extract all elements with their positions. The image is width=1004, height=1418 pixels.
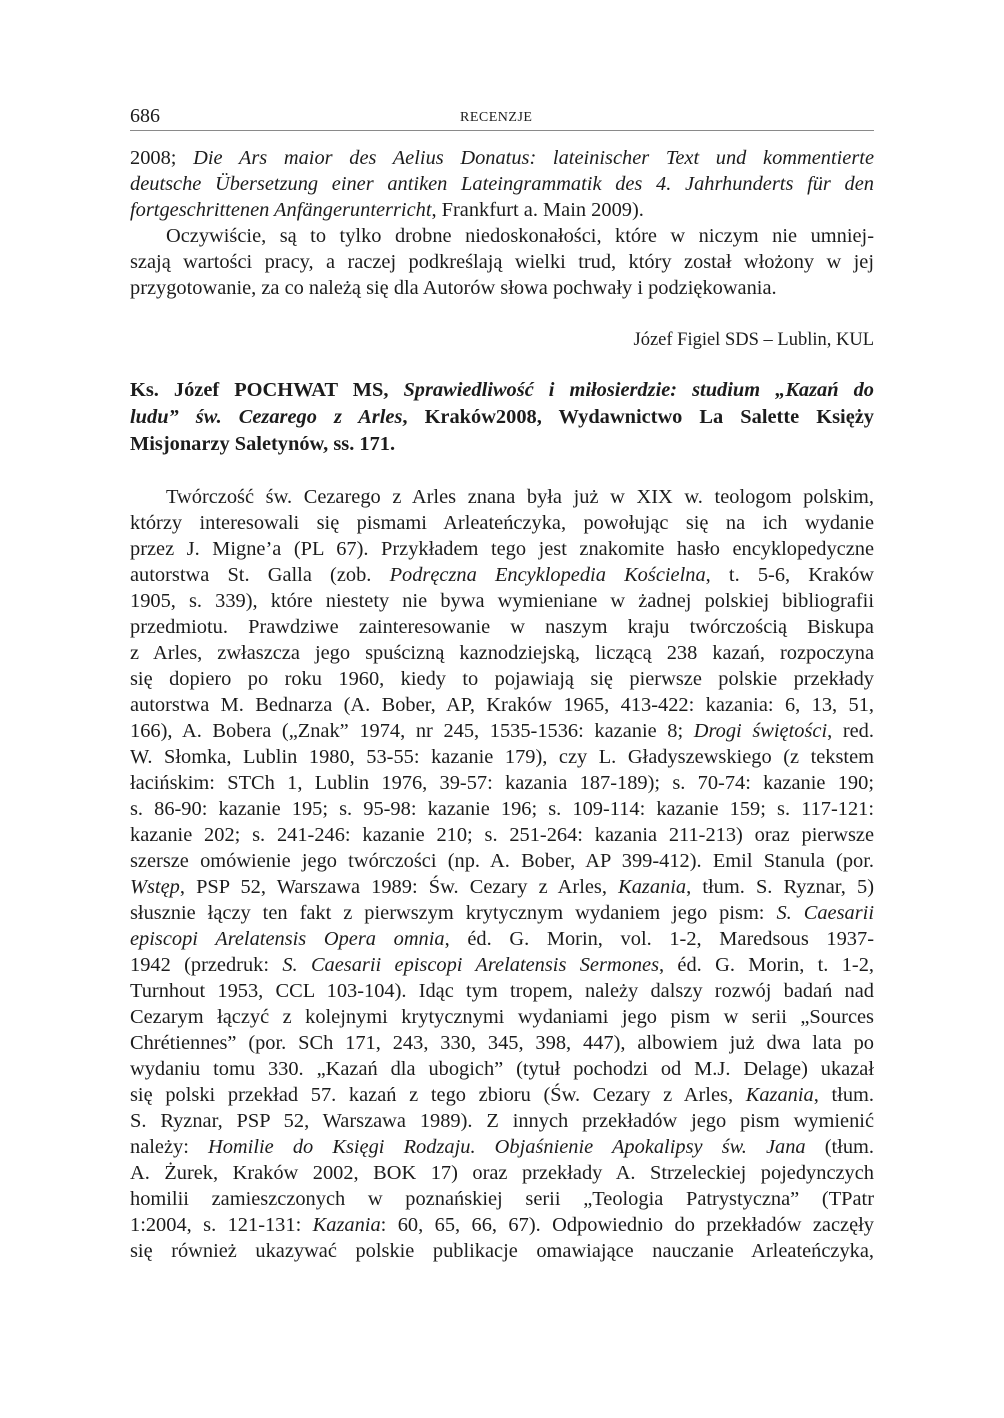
text-line bbox=[130, 377, 874, 403]
text-segment: wydaniu tomu 330. „Kazań dla ubogich” (tytuł pochodzi od M.J. Delage) ukazał bbox=[130, 1058, 874, 1080]
text-segment: , PSP 52, Warszawa 1989: Św. Cezary z Arles, bbox=[179, 876, 619, 898]
text-segment: przez J. Migne’a (PL 67). Przykładem tego jest znakomite hasło encyklopedyczne bbox=[130, 538, 874, 560]
text-line bbox=[130, 822, 874, 848]
text-segment: W. Słomka, Lublin 1980, 53-55: kazanie 179), czy L. Gładyszewskiego (z tekstem bbox=[130, 746, 874, 768]
text-line bbox=[130, 249, 874, 275]
italic-text: Kazania bbox=[312, 1214, 381, 1236]
text-segment: Cezarym łączyć z kolejnymi krytycznymi wydaniami jego pism w serii „Sources bbox=[130, 1006, 874, 1028]
text-line bbox=[130, 744, 874, 770]
text-line bbox=[130, 1004, 874, 1030]
text-line bbox=[130, 275, 874, 301]
text-line bbox=[130, 640, 874, 666]
italic-text: S. Caesarii bbox=[776, 902, 874, 924]
text-segment: 166), A. Bobera („Znak” 1974, nr 245, 1535-1536: kazanie 8; bbox=[130, 720, 694, 742]
text-segment: , Frankfurt a. Main 2009). bbox=[431, 199, 644, 221]
text-segment: , tłum. S. Ryznar, 5) bbox=[686, 876, 874, 898]
text-segment: 1:2004, s. 121-131: bbox=[130, 1214, 313, 1236]
text-segment: przedmiotu. Prawdziwe zainteresowanie w naszym kraju twórczością Biskupa bbox=[130, 616, 874, 638]
text-segment: Twórczość św. Cezarego z Arles znana była już w XIX w. teologom polskim, bbox=[166, 486, 874, 508]
italic-text: Kazania bbox=[745, 1084, 814, 1106]
italic-text: Sprawiedliwość i miłosierdzie: studium „Kazań do bbox=[403, 379, 875, 401]
italic-text: Homilie do Księgi Rodzaju. Objaśnienie Apokalipsy św. Jana bbox=[208, 1136, 806, 1158]
text-line bbox=[130, 223, 874, 249]
text-segment: S. Ryznar, PSP 52, Warszawa 1989). Z innych przekładów jego pism wymienić bbox=[130, 1110, 874, 1132]
text-segment: Turnhout 1953, CCL 103-104). Idąc tym tropem, należy dalszy rozwój badań nad bbox=[130, 980, 874, 1002]
running-head: RECENZJE bbox=[460, 110, 533, 125]
text-segment: , éd. G. Morin, vol. 1-2, Maredsous 1937- bbox=[444, 928, 874, 950]
text-line bbox=[130, 510, 874, 536]
italic-text: Podręczna Encyklopedia Kościelna bbox=[389, 564, 706, 586]
text-segment: autorstwa M. Bednarza (A. Bober, AP, Kraków 1965, 413-422: kazania: 6, 13, 51, bbox=[130, 694, 874, 716]
text-line bbox=[130, 1030, 874, 1056]
italic-text: episcopi Arelatensis Opera omnia bbox=[130, 928, 445, 950]
text-line bbox=[130, 197, 874, 223]
text-line bbox=[130, 978, 874, 1004]
text-line bbox=[130, 404, 874, 430]
text-line bbox=[130, 1160, 874, 1186]
text-segment: (tłum. bbox=[805, 1136, 874, 1158]
text-segment: Misjonarzy Saletynów, ss. 171. bbox=[130, 433, 396, 455]
text-segment: s. 86-90: kazanie 195; s. 95-98: kazanie 196; s. 109-114: kazanie 159; s. 117-121: bbox=[130, 798, 874, 820]
italic-text: fortgeschrittenen Anfängerunterricht bbox=[130, 199, 432, 221]
italic-text: Kazania bbox=[618, 876, 687, 898]
text-segment: autorstwa St. Galla (zob. bbox=[130, 564, 390, 586]
text-line bbox=[130, 431, 874, 457]
page-header bbox=[130, 104, 874, 131]
text-segment: kazanie 202; s. 241-246: kazanie 210; s. 251-264: kazania 211-213) oraz pierwsze bbox=[130, 824, 874, 846]
text-line bbox=[130, 926, 874, 952]
text-line bbox=[130, 171, 874, 197]
text-line bbox=[130, 874, 874, 900]
text-segment: , éd. G. Morin, t. 1-2, bbox=[659, 954, 874, 976]
text-line bbox=[130, 1212, 874, 1238]
text-line bbox=[130, 718, 874, 744]
reviewer-signature: Józef Figiel SDS – Lublin, KUL bbox=[633, 330, 874, 350]
text-line bbox=[130, 770, 874, 796]
italic-text: Drogi świętości bbox=[693, 720, 828, 742]
text-segment: słusznie łączy ten fakt z pierwszym krytycznym wydaniem jego pism: bbox=[130, 902, 777, 924]
text-line bbox=[130, 614, 874, 640]
text-segment: : 60, 65, 66, 67). Odpowiednio do przekładów zaczęły bbox=[380, 1214, 874, 1236]
page-number: 686 bbox=[130, 105, 160, 127]
text-segment: 2008; bbox=[130, 147, 194, 169]
text-line bbox=[130, 900, 874, 926]
text-line bbox=[130, 1056, 874, 1082]
text-line bbox=[130, 145, 874, 171]
text-segment: szersze omówienie jego twórczości (np. A. Bober, AP 399-412). Emil Stanula (por. bbox=[130, 850, 874, 872]
text-line bbox=[130, 562, 874, 588]
text-line bbox=[130, 1108, 874, 1134]
text-segment: z Arles, zwłaszcza jego spuścizną kaznodziejską, liczącą 238 kazań, rozpoczyna bbox=[130, 642, 874, 664]
text-segment: Chrétiennes” (por. SCh 171, 243, 330, 345, 398, 447), albowiem już dwa lata po bbox=[130, 1032, 874, 1054]
text-line bbox=[130, 692, 874, 718]
text-line bbox=[130, 848, 874, 874]
text-segment: się polski przekład 57. kazań z tego zbioru (Św. Cezary z Arles, bbox=[130, 1084, 746, 1106]
text-line bbox=[130, 588, 874, 614]
text-segment: należy: bbox=[130, 1136, 209, 1158]
text-line bbox=[130, 1186, 874, 1212]
text-line bbox=[130, 1134, 874, 1160]
text-segment: , t. 5-6, Kraków bbox=[705, 564, 874, 586]
text-segment: się również ukazywać polskie publikacje omawiające nauczanie Arleateńczyka, bbox=[130, 1240, 874, 1262]
text-segment: 1942 (przedruk: bbox=[130, 954, 283, 976]
italic-text: ludu” św. Cezarego z Arles bbox=[130, 406, 403, 428]
text-segment: 1905, s. 339), które niestety nie bywa wymieniane w żadnej polskiej bibliografii bbox=[130, 590, 874, 612]
text-line bbox=[130, 952, 874, 978]
text-line bbox=[130, 484, 874, 510]
text-segment: szają wartości pracy, a raczej podkreślają wielki trud, który został włożony w jej bbox=[130, 251, 874, 273]
text-segment: Oczywiście, są to tylko drobne niedoskonałości, które w niczym nie umniej- bbox=[166, 225, 874, 247]
text-segment: , red. bbox=[827, 720, 874, 742]
text-line bbox=[130, 1238, 874, 1264]
text-segment: , Kraków2008, Wydawnictwo La Salette Księży bbox=[402, 406, 874, 428]
text-line bbox=[130, 666, 874, 692]
text-segment: którzy interesowali się pismami Arleateńczyka, powołując się na ich wydanie bbox=[130, 512, 874, 534]
text-line bbox=[130, 796, 874, 822]
text-segment: przygotowanie, za co należą się dla Autorów słowa pochwały i podziękowania. bbox=[130, 277, 777, 299]
italic-text: Die Ars maior des Aelius Donatus: lateinischer Text und kommentierte bbox=[193, 147, 875, 169]
italic-text: deutsche Übersetzung einer antiken Lateingrammatik des 4. Jahrhunderts für den bbox=[130, 173, 874, 195]
italic-text: S. Caesarii episcopi Arelatensis Sermones bbox=[282, 954, 660, 976]
text-segment: homilii zamieszczonych w poznańskiej serii „Teologia Patrystyczna” (TPatr bbox=[130, 1188, 874, 1210]
text-segment: łacińskim: STCh 1, Lublin 1976, 39-57: kazania 187-189); s. 70-74: kazanie 190; bbox=[130, 772, 874, 794]
text-segment: się dopiero po roku 1960, kiedy to pojawiają się pierwsze polskie przekłady bbox=[130, 668, 874, 690]
text-line bbox=[130, 1082, 874, 1108]
text-segment: , tłum. bbox=[813, 1084, 875, 1106]
text-segment: Ks. Józef POCHWAT MS, bbox=[130, 379, 404, 401]
italic-text: Wstęp bbox=[130, 876, 180, 898]
text-line bbox=[130, 536, 874, 562]
text-segment: A. Żurek, Kraków 2002, BOK 17) oraz przekłady A. Strzeleckiej pojedynczych bbox=[130, 1162, 874, 1184]
